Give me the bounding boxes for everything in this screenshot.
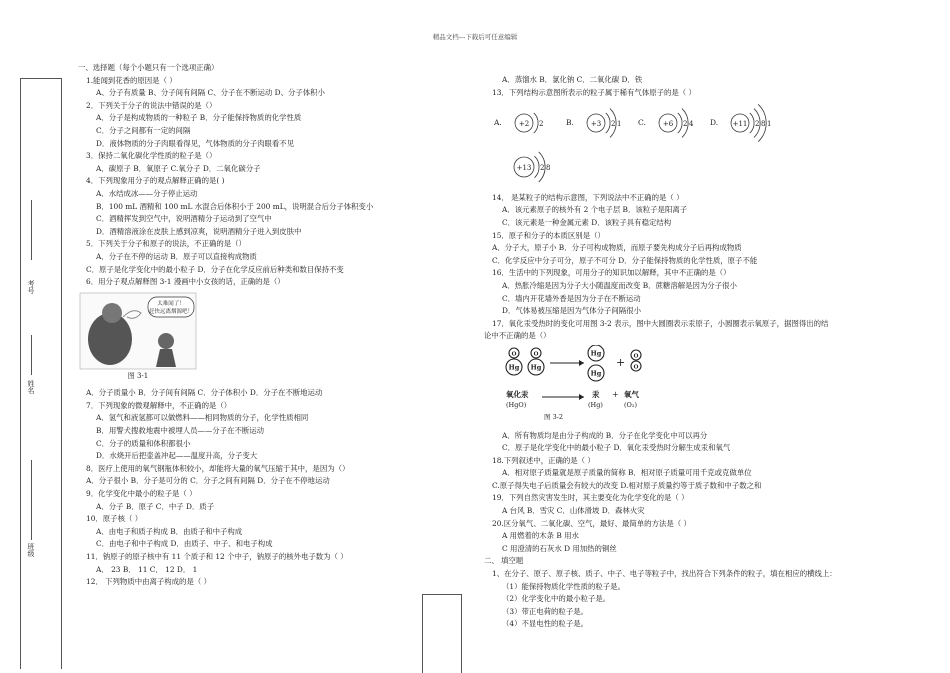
footer-box [422,594,462,673]
question-line: A．分子 B．原子 C．中子 D．质子 [96,501,215,511]
question-line: C．该元素是一种金属元素 D．该粒子具有稳定结构 [502,217,672,227]
question-line: 1.能闻到花香的原因是（ ） [86,75,177,85]
shell-electrons: 2 [611,120,616,129]
exam-no-label: 考号 [27,280,35,294]
shell-electrons: 2 [755,120,760,129]
question-line: A．氢气和液氢都可以做燃料——相同物质的分子，化学性质相同 [96,413,309,423]
question-line: 4．下列现象用分子的观点解释正确的是( ) [86,176,225,186]
question-line: 17．氧化汞受热时的变化可用图 3-2 表示，图中大圆圈表示汞原子，小圆圈表示氧原子，据图得出的结 [492,318,829,328]
option-label: C. [638,118,646,128]
question-line: A．由电子和质子构成 B．由质子和中子构成 [96,526,243,536]
question-line: 7．下列现象的微观解释中，不正确的是（） [86,400,232,410]
question-line: 二、 填空题 [484,556,524,566]
class-label: 班级 [27,543,35,557]
left-column [78,62,418,589]
question-line: 16．生活中的下列现象，可用分子的知识加以解释，其中不正确的是（） [492,268,731,278]
label-hg: 汞 [592,389,600,399]
shell-electrons: 1 [617,120,622,129]
question-line: 19．下列自然灾害发生时，其主要变化为化学变化的是（ ） [492,493,689,503]
exam-no-line [31,200,32,260]
arrow-head [579,360,584,366]
bubble-text: 太难闻了！ [157,300,185,307]
question-line: 8．医疗上使用的氧气钢瓶体积较小，却能将大量的氧气压缩于其中，是因为（） [86,463,350,473]
plus-sign: + [612,389,619,399]
oxygen-atom-label: O [633,353,639,360]
question-line: 3．保持二氧化碳化学性质的粒子是（） [86,151,217,161]
mercury-atom-label: Hg [590,349,602,358]
shell-electrons: 8 [761,120,766,129]
question-line: （3）带正电荷的粒子是。 [502,606,589,616]
question-line: A．分子大，原子小 B．分子可构成物质，而原子要先构成分子后再构成物质 [492,243,742,253]
question-line: A．分子质量小 B．分子间有间隔 C．分子体积小 D．分子在不断地运动 [86,388,323,398]
formula-hg: (Hg) [588,400,603,409]
bubble-text: 赶快远离烟源吧！ [148,308,194,315]
question-line: 13．下列结构示意图所表示的粒子属于稀有气体原子的是（ ） [492,87,696,97]
option-label: A. [494,118,502,128]
question-line: A 用燃着的木条 B 用水 [502,531,579,541]
class-line [31,460,32,540]
question-line: 20.区分氧气、二氧化碳、空气，最好、最简单的方法是（ ） [492,518,691,528]
question-line: D．气体易被压缩是因为气体分子间隔很小 [502,306,641,316]
figure-3-2 [484,345,684,423]
question-line: 1、在分子、原子、原子核、质子、中子、电子等粒子中，找出符合下列条件的粒子，填在相应的横线上： [492,569,837,579]
question-line: C.原子得失电子后质量会有较大的改变 D.相对原子质量约等于质子数和中子数之和 [492,480,762,490]
question-line: A．所有物质均是由分子构成的 B．分子在化学变化中可以再分 [502,430,708,440]
question-line: 18.下列叙述中，正确的是（ ） [492,455,595,465]
shell-electrons: 4 [689,120,694,129]
label-o2: 氧气 [624,389,639,399]
oxygen-atom-label: O [511,351,517,358]
question-line: C 用澄清的石灰水 D 用加热的铜丝 [502,543,617,553]
nuclear-charge: +6 [662,120,674,129]
atom-option-D [710,104,771,141]
shell-electrons: 2 [683,120,688,129]
question-line: 9．化学变化中最小的粒子是（ ） [86,489,197,499]
question-line: 14． 是某粒子的结构示意图，下列说法中不正确的是（ ） [492,192,684,202]
figure-caption: 图 3-1 [127,371,149,380]
label-hgo: 氧化汞 [506,389,529,399]
nuclear-charge: +3 [590,120,602,129]
question-line: C．由电子和中子构成 D．由质子、中子、和电子构成 [96,539,273,549]
question-line: 10．原子核（ ） [86,514,143,524]
figure-3-1-container [78,291,418,386]
electron-shell [535,156,540,178]
question-line: A．分子很小 B．分子是可分的 C．分子之间有间隔 D．分子在不停地运动 [86,476,330,486]
question-line: D．水烧开后把壶盖冲起——温度升高，分子变大 [96,451,258,461]
question-line: A． 23 B． 11 C． 12 D． 1 [96,564,198,574]
arrow-head [579,394,584,400]
mercury-atom-label: Hg [508,363,520,372]
nuclear-charge: +11 [732,120,748,129]
question-line: A．热胀冷缩是因为分子大小随温度而改变 B．蔗糖溶解是因为分子很小 [502,280,737,290]
nuclear-charge: +13 [516,164,532,173]
question-line: D．液体物质的分子肉眼看得见，气体物质的分子肉眼看不见 [96,138,295,148]
oxygen-atom-label: O [633,364,639,371]
question-line: 一、选择题（每个小题只有一个选项正确） [78,63,219,72]
atom-option-C [638,109,694,138]
question-line: 5．下列关于分子和原子的说法，不正确的是（） [86,239,246,249]
question-line: B．100 mL 酒精和 100 mL 水混合后体积小于 200 mL，说明混合后分子体积变小 [96,201,374,211]
electron-shell [534,113,538,133]
electron-shell [606,113,610,133]
name-line [31,335,32,375]
question-line: 11．钠原子的原子核中有 11 个质子和 12 个中子，钠原子的核外电子数为（ ） [86,552,348,561]
plus-sign: + [616,355,626,369]
question-line: A．蒸馏水 B．氯化钠 C．二氧化碳 D．铁 [502,75,643,84]
page-header: 精品文档---下载后可任意编辑 [432,33,518,41]
question-line: A．分子是构成物质的一种粒子 B．分子能保持物质的化学性质 [96,113,302,123]
oxygen-atom-label: O [533,351,539,358]
question-line: A、分子有质量 B、分子间有间隔 C、分子在不断运动 D、分子体积小 [96,88,325,98]
question-line: C．原子是化学变化中的最小粒子 D．氧化汞受热时分解生成汞和氧气 [502,443,731,453]
question-line: C．分子之间都有一定的间隔 [96,125,191,135]
option-label: B. [566,118,574,128]
shell-electrons: 2 [540,164,545,173]
question-line: （1）能保持物质化学性质的粒子是。 [502,581,625,591]
question-line: 12． 下列物质中由离子构成的是（ ） [86,577,211,587]
shell-electrons: 1 [767,120,772,129]
question-line: （2）化学变化中的最小粒子是。 [502,594,611,604]
atom-option-B [566,109,621,138]
binding-margin [20,78,62,669]
shell-electrons: 2 [539,120,544,129]
question-line: C．分子的质量和体积都很小 [96,438,191,448]
figure-3-1 [78,291,198,381]
question-line: A．相对原子质量就是原子质量的简称 B．相对原子质量可用千克或克做单位 [502,468,752,478]
atom-option-A [493,113,543,133]
atom-q14 [514,152,550,182]
question-line: 6．用分子观点解释图 3-1 漫画中小女孩的话，正确的是（） [86,277,285,287]
question-line: A．水结成冰——分子停止运动 [96,188,198,198]
right-column [484,74,924,631]
formula-o2: (O₂) [624,400,638,409]
electron-shell [678,113,682,133]
question-line: A 台风 B．雪灾 C．山体滑坡 D．森林火灾 [502,506,645,516]
figure-caption: 图 3-2 [544,412,564,421]
man-head [102,303,122,323]
question-line: B．用警犬搜救地震中被埋人员——分子在不断运动 [96,426,265,436]
girl-head [158,333,174,349]
figure-q13-container [484,101,924,190]
question-line: C．原子是化学变化中的最小粒子 D．分子在化学反应前后种类和数目保持不变 [86,264,344,274]
question-line: A．分子在不停的运动 B．原子可以直接构成物质 [96,251,257,261]
question-line: （4）不显电性的粒子是。 [502,619,589,629]
figure-3-2-container [484,345,924,428]
figure-q13-atoms [484,101,814,185]
mercury-atom-label: Hg [590,369,602,378]
formula-hgo: (HgO) [506,400,527,409]
nuclear-charge: +2 [518,120,530,129]
question-line: C．化学反应中分子可分，原子不可分 D．分子能保持物质的化学性质，原子不能 [492,255,758,265]
electron-shell [750,113,754,133]
mercury-atom-label: Hg [530,363,542,372]
question-line: 2．下列关于分子的说法中错误的是（） [86,100,217,110]
question-line: 15．原子和分子的本质区别是（） [492,230,605,240]
name-label: 姓名 [27,380,35,394]
question-line: A．该元素原子的核外有 2 个电子层 B．该粒子是阳离子 [502,205,688,215]
question-line: 论中不正确的是（） [484,331,551,341]
question-line: C．酒精挥发到空气中，说明酒精分子运动到了空气中 [96,214,272,224]
question-line: D．酒精溶液涂在皮肤上感到凉爽，说明酒精分子进入到皮肤中 [96,226,302,236]
question-line: A．碳原子 B．氧原子 C.氧分子 D．二氧化碳分子 [96,163,261,173]
shell-electrons: 8 [546,164,551,173]
question-line: C．墙内开花墙外香是因为分子在不断运动 [502,293,641,303]
option-label: D. [710,118,719,128]
